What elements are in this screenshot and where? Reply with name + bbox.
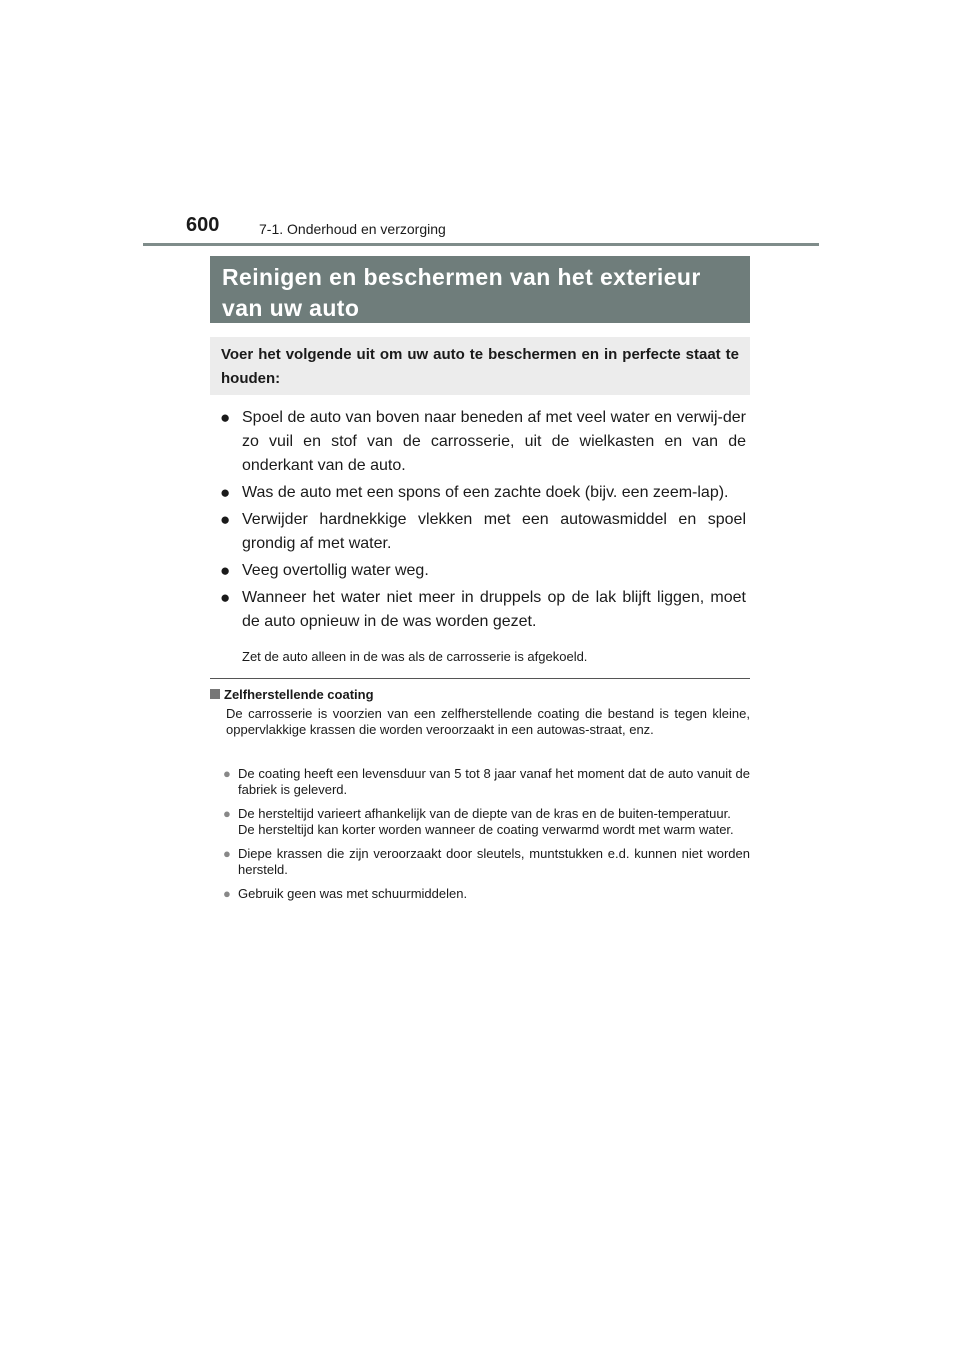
list-item-text: Gebruik geen was met schuurmiddelen. bbox=[238, 886, 468, 901]
list-item bbox=[210, 508, 746, 556]
list-item bbox=[210, 559, 746, 583]
bullet-icon: ● bbox=[220, 561, 231, 580]
list-item bbox=[210, 806, 750, 838]
subsection-title bbox=[210, 687, 374, 702]
bullet-icon: ● bbox=[223, 766, 231, 781]
list-item-text: Veeg overtollig water weg. bbox=[242, 562, 429, 579]
title-line-1: Reinigen en beschermen van het exterieur bbox=[222, 264, 701, 290]
list-item-text: Verwijder hardnekkige vlekken met een autowasmiddel en spoel grondig af met water. bbox=[242, 511, 746, 552]
intro-box bbox=[210, 337, 750, 395]
bullet-icon: ● bbox=[220, 483, 231, 502]
list-item-text: De coating heeft een levensduur van 5 tot 8 jaar vanaf het moment dat de auto vanuit de fabriek is geleverd. bbox=[238, 766, 750, 797]
bullet-icon: ● bbox=[223, 806, 231, 821]
main-list bbox=[210, 406, 746, 637]
subsection-list bbox=[210, 766, 750, 910]
bullet-icon: ● bbox=[223, 846, 231, 861]
list-item-text: Diepe krassen die zijn veroorzaakt door sleutels, muntstukken e.d. kunnen niet worden hersteld. bbox=[238, 846, 750, 877]
title-line-2: van uw auto bbox=[222, 295, 360, 321]
intro-text: Voer het volgende uit om uw auto te beschermen en in perfecte staat te houden: bbox=[221, 346, 739, 387]
list-item-extra-text: De hersteltijd kan korter worden wanneer de coating verwarmd wordt met warm water. bbox=[238, 822, 734, 837]
section-header: 7-1. Onderhoud en verzorging bbox=[259, 221, 446, 237]
header-rule bbox=[143, 243, 819, 246]
subsection-paragraph: De carrosserie is voorzien van een zelfherstellende coating die bestand is tegen kleine, oppervlakkige krassen die worden veroorzaakt in een autowas-straat, enz. bbox=[226, 706, 750, 737]
list-item-text: De hersteltijd varieert afhankelijk van de diepte van de kras en de buiten-temperatuur. bbox=[238, 806, 731, 821]
bullet-icon: ● bbox=[220, 588, 231, 607]
list-item bbox=[210, 586, 746, 634]
list-item-text: Spoel de auto van boven naar beneden af met veel water en verwij-der zo vuil en stof van de carrosserie, uit de wielkasten en van de onderkant van de auto. bbox=[242, 409, 746, 474]
divider bbox=[210, 678, 750, 679]
title-box bbox=[210, 256, 750, 323]
page-number: 600 bbox=[186, 214, 220, 236]
bullet-icon: ● bbox=[220, 510, 231, 529]
subsection-title-text: Zelfherstellende coating bbox=[224, 687, 374, 702]
list-item bbox=[210, 406, 746, 478]
list-item-text: Was de auto met een spons of een zachte doek (bijv. een zeem-lap). bbox=[242, 484, 729, 501]
list-item bbox=[210, 481, 746, 505]
bullet-icon: ● bbox=[223, 886, 231, 901]
list-item bbox=[210, 886, 750, 902]
list-item bbox=[210, 766, 750, 798]
list-item-text: Wanneer het water niet meer in druppels op de lak blijft liggen, moet de auto opnieuw in de was worden gezet. bbox=[242, 589, 746, 630]
note-text: Zet de auto alleen in de was als de carrosserie is afgekoeld. bbox=[242, 649, 588, 664]
list-item bbox=[210, 846, 750, 878]
bullet-icon: ● bbox=[220, 408, 231, 427]
square-bullet-icon bbox=[210, 689, 220, 699]
